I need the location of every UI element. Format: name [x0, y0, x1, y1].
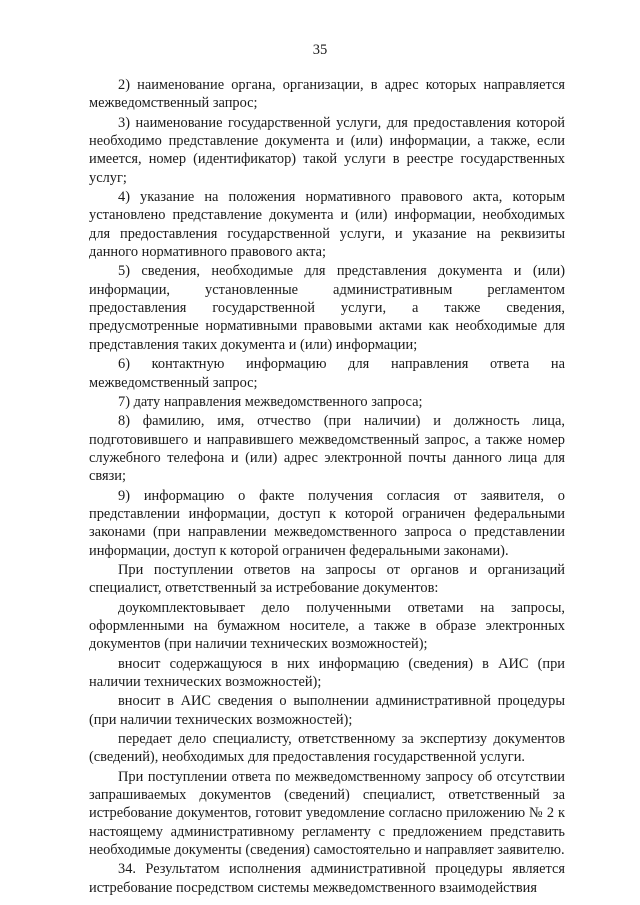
paragraph-item-7: 7) дату направления межведомственного запроса; — [118, 393, 423, 410]
paragraph-item-6: 6) контактную информацию для направления ответа на межведомственный запрос; — [89, 356, 565, 391]
document-body — [89, 76, 565, 897]
paragraph-responses-received: При поступлении ответов на запросы от органов и организаций специалист, ответственный за истребование документов: — [89, 561, 565, 597]
paragraph-item-4: 4) указание на положения нормативного правового акта, которым установлено представление документа и (или) информации, необходимых для предоставления государственной услуги, и указание на реквизиты данного нормативного правового акта; — [89, 189, 565, 261]
page-number: 35 — [312, 42, 328, 58]
paragraph-enter-procedure-ais: вносит в АИС сведения о выполнении административной процедуры (при наличии технических возможностей); — [89, 693, 565, 728]
paragraph-item-9: 9) информацию о факте получения согласия от заявителя, о представлении информации, доступ к которой ограничен федеральными законами (при направлении межведомственного запроса о представлении информации, доступ к которой ограничен федеральными законами). — [89, 487, 565, 559]
paragraph-transfer-case: передает дело специалисту, ответственному за экспертизу документов (сведений), необходимых для предоставления государственной услуги. — [89, 731, 565, 766]
paragraph-enter-info-ais: вносит содержащуюся в них информацию (сведения) в АИС (при наличии технических возможностей); — [89, 655, 565, 690]
paragraph-complete-case: доукомплектовывает дело полученными ответами на запросы, оформленными на бумажном носителе, а также в образе электронных документов (при наличии технических возможностей); — [89, 599, 565, 653]
paragraph-item-2: 2) наименование органа, организации, в адрес которых направляется межведомственный запрос; — [89, 77, 565, 112]
paragraph-item-3: 3) наименование государственной услуги, для предоставления которой необходимо представление документа и (или) информации, а также, если имеется, номер (идентификатор) такой услуги в реестре государственных услуг; — [89, 114, 565, 186]
paragraph-item-5: 5) сведения, необходимые для представления документа и (или) информации, установленные административным регламентом предоставления государственной услуги, а также сведения, предусмотренные нормативными правовыми актами как необходимые для представления таких документа и (или) информации; — [89, 263, 565, 353]
paragraph-item-34: 34. Результатом исполнения административной процедуры является истребование посредством системы межведомственного взаимодействия — [89, 861, 565, 896]
paragraph-item-8: 8) фамилию, имя, отчество (при наличии) и должность лица, подготовившего и направившего межведомственный запрос, а также номер служебного телефона и (или) адрес электронной почты данного лица для связи; — [89, 413, 565, 485]
paragraph-missing-documents: При поступлении ответа по межведомственному запросу об отсутствии запрашиваемых документов (сведений) специалист, ответственный за истребование документов, готовит уведомление согласно приложению № 2 к настоящему административному регламенту с предложением представить необходимые документы (сведения) самостоятельно и направляет заявителю. — [89, 768, 565, 859]
